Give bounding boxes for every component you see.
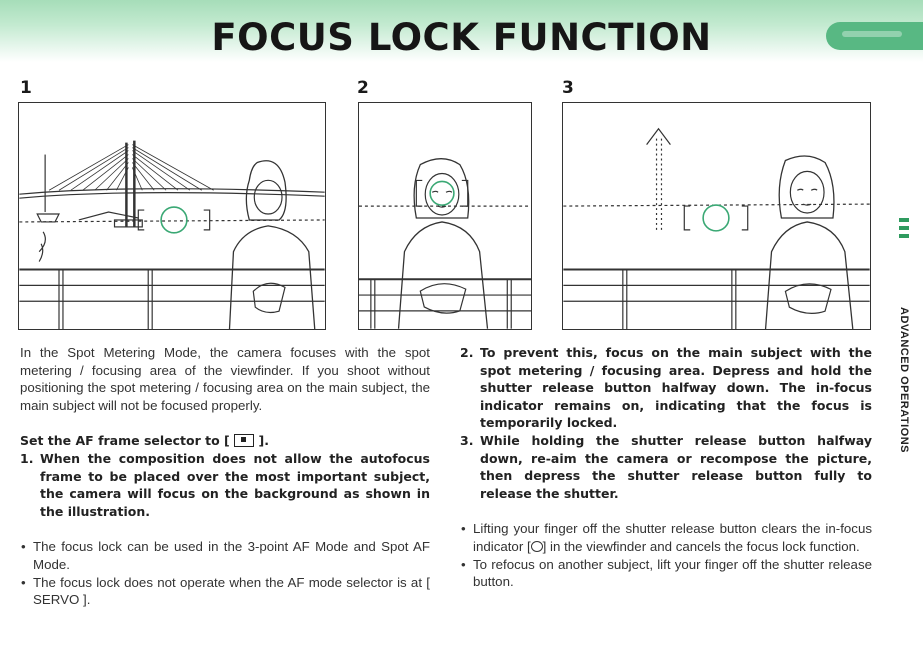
section-marker-bar: [899, 218, 909, 222]
section-marker-bar: [899, 226, 909, 230]
section-tab-smudge: [842, 31, 902, 37]
figure-3-number: 3: [562, 78, 574, 98]
steps-list-left: [20, 450, 430, 520]
figure-1-illustration: [18, 102, 326, 330]
step-2: [460, 344, 872, 432]
note-item: • To refocus on another subject, lift your finger off the shutter release button.: [460, 556, 872, 591]
af-selector-instruction: [20, 432, 430, 450]
note-text-before: Lifting your finger off the shutter release button clears the in-focus indicator [: [473, 521, 872, 554]
note-item: [460, 520, 872, 555]
step-number: 3.: [460, 432, 474, 448]
right-column: [460, 344, 872, 591]
figure-3-illustration: [562, 102, 871, 330]
step-1: [20, 450, 430, 520]
section-tab-badge: [826, 22, 923, 50]
intro-paragraph: In the Spot Metering Mode, the camera focuses with the spot metering / focusing area of the viewfinder. If you shoot without positioning the spot metering / focusing area on the main subject, the main subject will not be focused properly.: [20, 345, 430, 413]
page-title: FOCUS LOCK FUNCTION: [211, 16, 712, 59]
step-3: [460, 432, 872, 502]
step-text: When the composition does not allow the autofocus frame to be placed over the most important subject, the camera will focus on the background as shown in the illustration.: [40, 450, 430, 519]
note-item: • The focus lock does not operate when the AF mode selector is at [ SERVO ].: [20, 574, 430, 609]
notes-list-left: [20, 538, 430, 608]
note-text-after: ] in the viewfinder and cancels the focus lock function.: [542, 538, 860, 554]
note-item: • The focus lock can be used in the 3-point AF Mode and Spot AF Mode.: [20, 538, 430, 573]
section-marker-bar: [899, 234, 909, 238]
step-number: 1.: [20, 450, 34, 466]
figure-2-illustration: [358, 102, 532, 330]
left-column: [20, 344, 430, 609]
af-selector-text-after: ].: [258, 433, 269, 449]
step-number: 2.: [460, 345, 474, 360]
section-side-label: ADVANCED OPERATIONS: [898, 307, 910, 453]
step-text: While holding the shutter release button halfway down, re-aim the camera or recompose the picture, then depress the shutter release button fully to release the shutter.: [480, 432, 872, 501]
in-focus-indicator-icon: [531, 541, 543, 552]
af-selector-text-before: Set the AF frame selector to [: [20, 433, 230, 449]
step-text: To prevent this, focus on the main subject with the spot metering / focusing area. Depress and hold the shutter release button halfway down. The in-focus indicator remains on, indicating that the focus is temporarily locked.: [480, 345, 872, 431]
steps-list-right: [460, 344, 872, 502]
section-marker-bars: [899, 218, 909, 242]
spot-af-frame-icon: [234, 434, 254, 447]
figure-1-number: 1: [20, 78, 32, 98]
figure-2-number: 2: [357, 78, 369, 98]
notes-list-right: [460, 520, 872, 590]
